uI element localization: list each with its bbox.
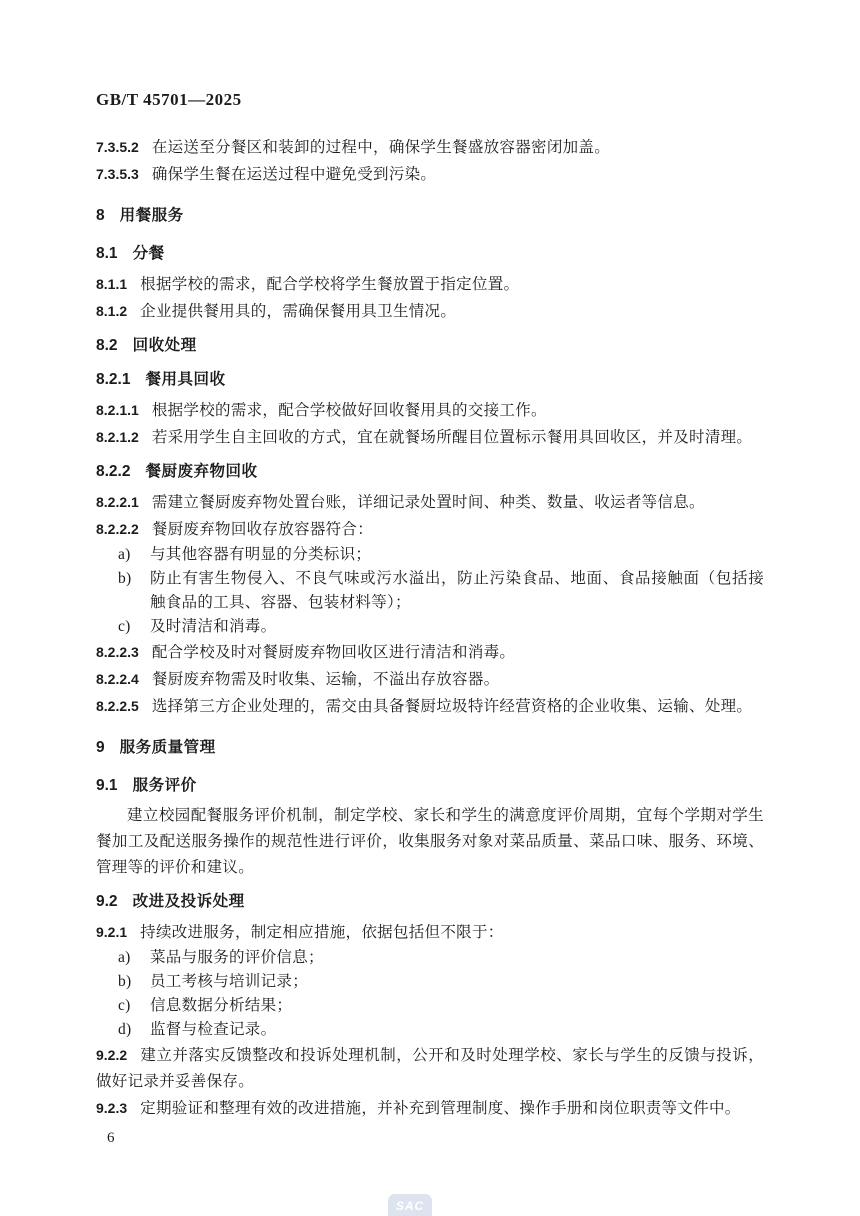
clause-number: 8.2.2.3 (96, 644, 139, 660)
list-item-text: 菜品与服务的评价信息； (150, 949, 324, 966)
page-content (96, 90, 764, 1147)
clause-text: 根据学校的需求，配合学校做好回收餐用具的交接工作。 (151, 402, 547, 419)
list-item-marker: b) (118, 570, 132, 587)
sac-watermark-logo (388, 1194, 432, 1216)
clause-number: 9.2 (96, 893, 118, 910)
clause (96, 1095, 764, 1122)
section-heading-text: 分餐 (132, 245, 165, 262)
section-heading (96, 367, 764, 393)
clause (96, 271, 764, 298)
clause-number: 8.2.1.2 (96, 429, 139, 445)
clause-text: 确保学生餐在运送过程中避免受到污染。 (151, 166, 437, 183)
clause-text: 选择第三方企业处理的，需交由具备餐厨垃圾特许经营资格的企业收集、运输、处理。 (151, 698, 753, 715)
clause (96, 516, 764, 543)
clause-number: 9.2.3 (96, 1100, 128, 1116)
clause-number: 8.1 (96, 245, 118, 262)
list-item-marker: a) (118, 949, 131, 966)
clause-text: 若采用学生自主回收的方式，宜在就餐场所醒目位置标示餐用具回收区，并及时清理。 (151, 429, 753, 446)
list-item-marker: b) (118, 973, 132, 990)
clause-number: 8.2.1 (96, 371, 131, 388)
clause (96, 639, 764, 666)
clause (96, 666, 764, 693)
section-heading (96, 333, 764, 359)
list-item (96, 1018, 764, 1042)
clause (96, 134, 764, 161)
clause-number: 8.1.2 (96, 303, 128, 319)
paragraph-text: 建立校园配餐服务评价机制，制定学校、家长和学生的满意度评价周期，宜每个学期对学生餐加工及配送服务操作的规范性进行评价，收集服务对象对菜品质量、菜品口味、服务、环境、管理等的评价和建议。 (96, 807, 764, 876)
list-item-marker: d) (118, 1021, 132, 1038)
clause (96, 693, 764, 720)
clause-text: 餐厨废弃物需及时收集、运输，不溢出存放容器。 (151, 671, 500, 688)
clause-number: 8.2 (96, 337, 118, 354)
clause-text: 根据学校的需求，配合学校将学生餐放置于指定位置。 (140, 276, 520, 293)
list-item (96, 970, 764, 994)
clause (96, 489, 764, 516)
clause-number: 8 (96, 207, 105, 224)
list-item (96, 994, 764, 1018)
list-item-marker: a) (118, 546, 131, 563)
section-heading (96, 889, 764, 915)
clause-text: 配合学校及时对餐厨废弃物回收区进行清洁和消毒。 (151, 644, 516, 661)
document-number-header: GB/T 45701—2025 (96, 90, 242, 109)
clause-number: 8.2.2.1 (96, 494, 139, 510)
section-heading-text: 服务质量管理 (119, 739, 216, 756)
clause (96, 397, 764, 424)
section-heading (96, 773, 764, 799)
clause-number: 7.3.5.2 (96, 139, 139, 155)
list-item (96, 543, 764, 567)
clause-number: 8.2.2.4 (96, 671, 139, 687)
clause-number: 8.2.2.5 (96, 698, 139, 714)
list-item (96, 946, 764, 970)
list-item (96, 615, 764, 639)
clause-text: 企业提供餐用具的，需确保餐用具卫生情况。 (140, 303, 457, 320)
clause (96, 919, 764, 946)
section-heading-text: 回收处理 (132, 337, 197, 354)
clause-text: 餐厨废弃物回收存放容器符合： (151, 521, 374, 538)
section-heading-text: 用餐服务 (119, 207, 184, 224)
sac-watermark-text: SAC (395, 1199, 425, 1213)
section-heading-text: 改进及投诉处理 (132, 893, 245, 910)
section-heading-text: 服务评价 (132, 777, 197, 794)
clause-number: 9 (96, 739, 105, 756)
paragraph (96, 803, 764, 881)
list-item-text: 防止有害生物侵入、不良气味或污水溢出，防止污染食品、地面、食品接触面（包括接触食品的工具、容器、包装材料等）； (150, 570, 764, 611)
list-item-text: 监督与检查记录。 (150, 1021, 277, 1038)
document-body (96, 134, 764, 1122)
list-item-marker: c) (118, 997, 131, 1014)
section-heading (96, 459, 764, 485)
section-heading (96, 735, 764, 761)
clause (96, 1042, 764, 1095)
clause-text: 定期验证和整理有效的改进措施，并补充到管理制度、操作手册和岗位职责等文件中。 (140, 1100, 741, 1117)
clause-number: 9.1 (96, 777, 118, 794)
clause-number: 8.2.2.2 (96, 521, 139, 537)
clause-number: 7.3.5.3 (96, 166, 139, 182)
clause-text: 在运送至分餐区和装卸的过程中，确保学生餐盛放容器密闭加盖。 (151, 139, 611, 156)
list-item-marker: c) (118, 618, 131, 635)
clause-number: 8.1.1 (96, 276, 128, 292)
list-item-text: 及时清洁和消毒。 (150, 618, 277, 635)
clause-text: 建立并落实反馈整改和投诉处理机制，公开和及时处理学校、家长与学生的反馈与投诉，做好记录并妥善保存。 (96, 1047, 764, 1090)
list-item-text: 信息数据分析结果； (150, 997, 293, 1014)
clause-number: 9.2.2 (96, 1047, 128, 1063)
section-heading (96, 203, 764, 229)
section-heading (96, 241, 764, 267)
clause (96, 161, 764, 188)
clause-text: 需建立餐厨废弃物处置台账，详细记录处置时间、种类、数量、收运者等信息。 (151, 494, 705, 511)
clause-number: 8.2.2 (96, 463, 131, 480)
list-item-text: 与其他容器有明显的分类标识； (150, 546, 372, 563)
clause (96, 298, 764, 325)
clause-number: 8.2.1.1 (96, 402, 139, 418)
section-heading-text: 餐用具回收 (145, 371, 226, 388)
clause-number: 9.2.1 (96, 924, 128, 940)
list-item-text: 员工考核与培训记录； (150, 973, 309, 990)
section-heading-text: 餐厨废弃物回收 (145, 463, 258, 480)
clause-text: 持续改进服务，制定相应措施，依据包括但不限于： (140, 924, 504, 941)
clause (96, 424, 764, 451)
list-item (96, 567, 764, 615)
page-number: 6 (107, 1130, 115, 1146)
